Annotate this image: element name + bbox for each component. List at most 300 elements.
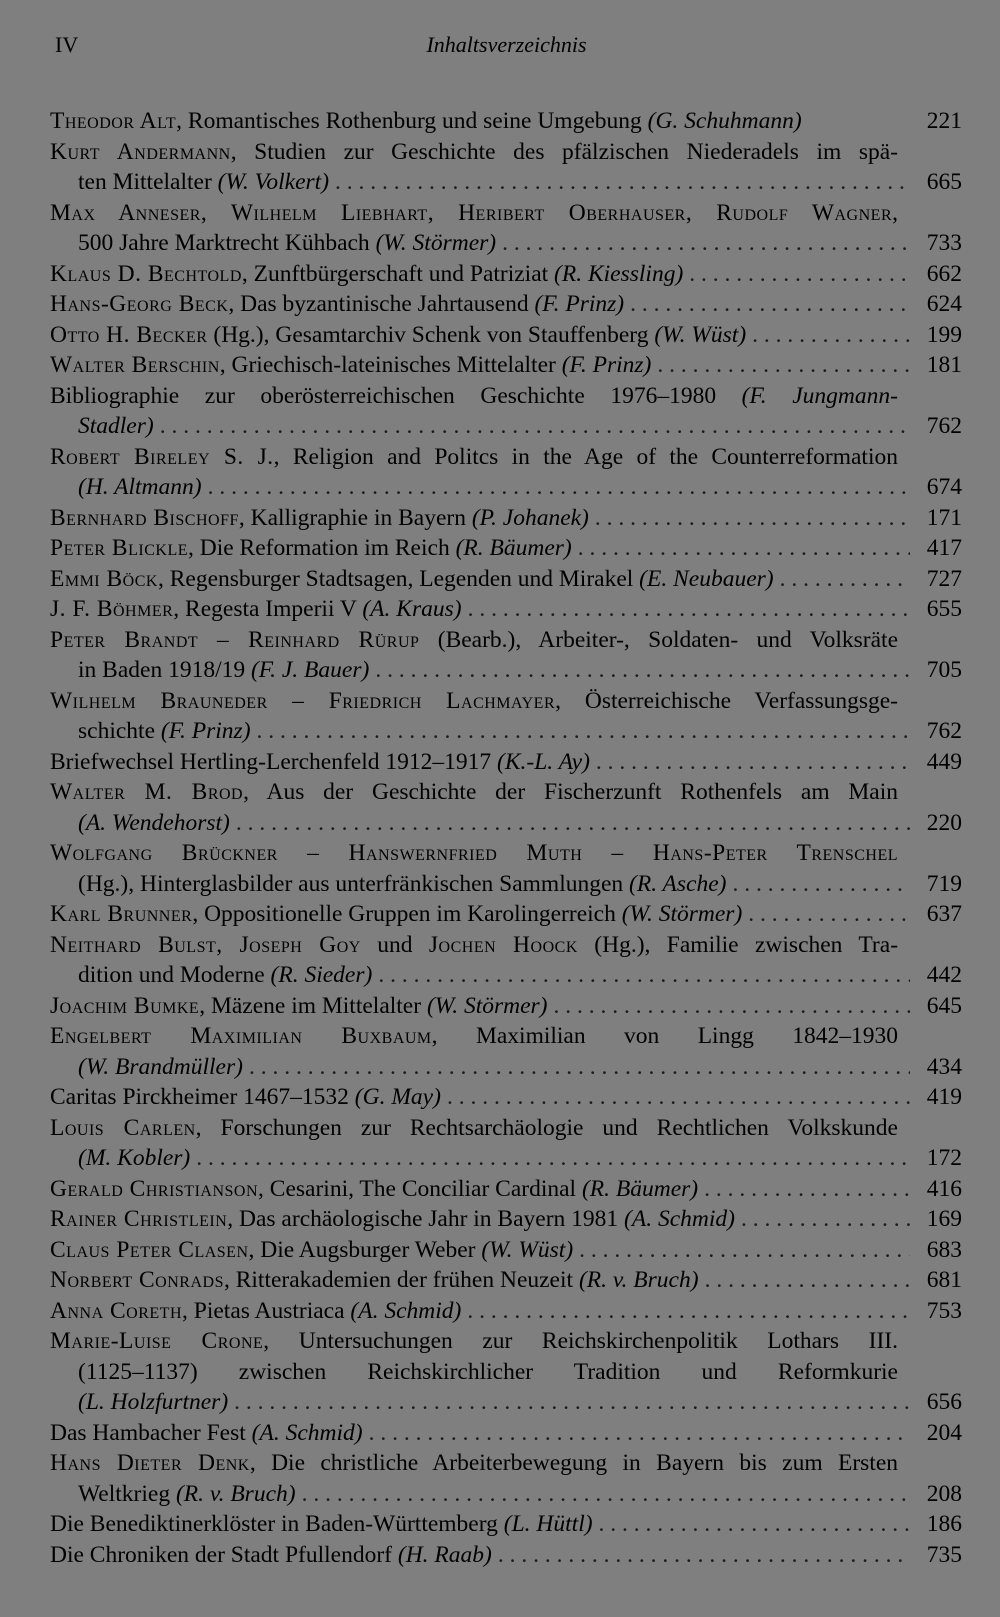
dot-leader [630, 289, 910, 320]
dot-leader [208, 472, 910, 503]
toc-entry [50, 533, 962, 564]
title-text: , Mäzene im Mittelalter [199, 992, 427, 1019]
toc-entry [50, 289, 962, 320]
page-ref: 727 [926, 565, 962, 592]
reviewer-name: (K.-L. Ay) [497, 748, 590, 775]
toc-entry-line [50, 960, 962, 991]
page-ref: 434 [926, 1053, 962, 1080]
page-ref: 181 [926, 352, 962, 378]
toc-entry [50, 259, 962, 290]
toc-entry [50, 777, 962, 838]
title-text: , Religion and Politcs in the Age of the Counterreformation [273, 443, 898, 470]
title-text: Caritas Pirckheimer 1467–1532 [50, 1084, 355, 1110]
toc-entry-text [50, 259, 683, 290]
page-ref: 204 [926, 1419, 962, 1446]
reviewer-name: (R. Bäumer) [455, 535, 572, 561]
dot-leader [596, 747, 910, 778]
author-name: Theodor Alt [50, 108, 177, 134]
page-ref: 220 [926, 809, 962, 836]
toc-entry-text [50, 1082, 441, 1113]
title-text: Die Benediktinerklöster in Baden-Württemberg [50, 1511, 504, 1537]
toc-entry-line [50, 1235, 962, 1266]
toc-entry-line [50, 1448, 962, 1479]
dot-leader [502, 228, 910, 259]
dot-leader [705, 1265, 910, 1296]
reviewer-name: (H. Altmann) [78, 474, 202, 500]
toc-entry-text [50, 1023, 898, 1049]
toc-entry-text [50, 383, 898, 409]
toc-entry [50, 686, 962, 747]
toc-entry [50, 1448, 962, 1509]
dot-leader [335, 167, 910, 198]
title-text: 500 Jahre Marktrecht Kühbach [78, 230, 376, 256]
toc-entry-line [50, 1418, 962, 1449]
toc-entry-text [50, 1450, 898, 1476]
toc-entry-text [50, 932, 898, 958]
reviewer-name: (W. Störmer) [621, 901, 743, 927]
toc-entry [50, 381, 962, 442]
title-text: in Baden 1918/19 [78, 657, 251, 683]
author-name: Gerald Christianson [50, 1175, 259, 1202]
toc-entry-text [50, 899, 742, 930]
dot-leader [780, 564, 910, 595]
toc-entry-text [50, 350, 651, 381]
reviewer-name: Stadler) [78, 413, 154, 439]
title-text: ten Mittelalter [78, 169, 218, 195]
dot-leader [196, 1143, 910, 1174]
author-name: Otto H. Becker [50, 321, 208, 348]
toc-entry-line [50, 533, 962, 564]
title-text: , Regesta Imperii V [173, 596, 363, 622]
title-text: Die Chroniken der Stadt Pfullendorf [50, 1541, 398, 1568]
page-ref: 705 [926, 657, 962, 683]
reviewer-name: (F. Prinz) [160, 718, 251, 744]
author-name: Joachim Bumke [50, 992, 200, 1019]
toc-entry [50, 564, 962, 595]
toc-entry-text [50, 627, 898, 653]
dot-leader [498, 1540, 910, 1571]
author-name: Kurt Andermann [50, 138, 231, 165]
author-name: Wilhelm Brauneder – Friedrich Lachmayer [50, 687, 556, 714]
toc-entry [50, 594, 962, 625]
toc-entry [50, 991, 962, 1022]
title-text: (Hg.), Hinterglasbilder aus unterfränkischen Sammlungen [78, 870, 630, 897]
toc-entry-line [50, 503, 962, 534]
reviewer-name: (L. Hüttl) [503, 1511, 593, 1537]
page-ref: 645 [926, 992, 962, 1019]
author-name: Max Anneser, Wilhelm Liebhart, Heribert Oberhauser, Rudolf Wagner [50, 199, 893, 226]
toc-entry-line [50, 686, 962, 717]
reviewer-name: (R. v. Bruch) [578, 1267, 699, 1293]
toc-entry-line [50, 442, 962, 473]
toc-entry-line [50, 381, 962, 412]
reviewer-name: (W. Störmer) [426, 992, 548, 1019]
page-ref: 656 [926, 1389, 962, 1415]
toc-entry-line [50, 320, 962, 351]
toc-entry [50, 1235, 962, 1266]
toc-entry-text [50, 1235, 573, 1266]
toc-entry-line [50, 777, 962, 808]
reviewer-name: (F. Jungmann- [741, 382, 898, 409]
toc-entry-line [50, 1326, 962, 1357]
toc-entry [50, 625, 962, 686]
reviewer-name: (R. Asche) [629, 870, 727, 897]
toc-entry-line [50, 472, 962, 503]
toc-entry-line [50, 350, 962, 381]
dot-leader [748, 899, 910, 930]
author-name: Walter Berschin [50, 352, 220, 378]
reviewer-name: (A. Schmid) [624, 1206, 735, 1232]
toc-entry-line [50, 625, 962, 656]
reviewer-name: (R. Kiessling) [554, 260, 684, 287]
dot-leader [257, 716, 910, 747]
page-ref: 762 [926, 718, 962, 744]
toc-entry-line [50, 1113, 962, 1144]
author-name: Peter Brandt – Reinhard Rürup [50, 626, 420, 653]
author-name: Marie-Luise Crone [50, 1328, 264, 1354]
dot-leader [657, 350, 910, 381]
dot-leader [160, 411, 910, 442]
page-ref: 208 [926, 1480, 962, 1507]
dot-leader [752, 320, 910, 351]
title-text: (1125–1137) zwischen Reichskirchlicher Tradition und Reformkurie [78, 1358, 898, 1385]
dot-leader [467, 1296, 910, 1327]
toc-entry [50, 137, 962, 198]
title-text: , Untersuchungen zur Reichskirchenpolitik Lothars III. [263, 1328, 899, 1354]
toc-entry-text [50, 533, 572, 564]
toc-entry-line [50, 228, 962, 259]
reviewer-name: (L. Holzfurtner) [78, 1389, 229, 1415]
dot-leader [599, 1509, 910, 1540]
toc-entry-text [50, 1296, 461, 1327]
toc-entry-line [50, 564, 962, 595]
toc-entry-line [50, 137, 962, 168]
page-ref: 172 [926, 1145, 962, 1171]
title-text: (Bearb.), Arbeiter-, Soldaten- und Volksräte [419, 626, 898, 653]
toc-entry-line [50, 869, 962, 900]
toc-entry-line [50, 198, 962, 229]
author-name: Claus Peter Clasen [50, 1236, 249, 1263]
page-ref: 442 [926, 962, 962, 988]
toc-entry-text [78, 228, 496, 259]
reviewer-name: (W. Brandmüller) [78, 1053, 243, 1080]
toc-entry [50, 899, 962, 930]
toc-entry-line [50, 930, 962, 961]
author-name: Jochen Hoock [428, 931, 578, 958]
toc-entry-line [50, 1479, 962, 1510]
toc-entry-text [78, 1052, 243, 1083]
page-ref: 171 [926, 504, 962, 531]
reviewer-name: (A. Wendehorst) [78, 809, 230, 836]
reviewer-name: (R. Bäumer) [581, 1175, 699, 1202]
toc-entry-text [50, 1509, 593, 1540]
author-name: Wolfgang Brückner – Hanswernfried Muth – Hans-Peter Trenschel [50, 840, 898, 866]
author-name: Emmi Böck [50, 565, 158, 592]
title-text: Das Hambacher Fest [50, 1419, 252, 1446]
reviewer-name: (W. Wüst) [481, 1236, 574, 1263]
toc-entry-text [50, 594, 462, 625]
toc-entry-line [50, 716, 962, 747]
toc-entry-line [50, 289, 962, 320]
toc-entry-text [50, 1418, 363, 1449]
toc-entry [50, 1204, 962, 1235]
toc-entry-line [50, 1204, 962, 1235]
dot-leader [236, 808, 910, 839]
dot-leader [302, 1479, 910, 1510]
page-ref: 637 [926, 901, 962, 927]
title-text: , Regensburger Stadtsagen, Legenden und Mirakel [157, 565, 640, 592]
dot-leader [579, 1235, 910, 1266]
title-text: , Zunftbürgerschaft und Patriziat [241, 260, 555, 287]
toc-entry-text [50, 1540, 492, 1571]
toc-entry-text [50, 200, 898, 226]
toc-entry-line [50, 1021, 962, 1052]
toc-entry-line [50, 1265, 962, 1296]
toc-entry-text [50, 688, 898, 714]
title-text: , Romantisches Rothenburg und seine Umgebung [176, 108, 648, 134]
toc-entry-line [50, 747, 962, 778]
author-name: Louis Carlen [50, 1114, 196, 1141]
title-text: (Hg.), Familie zwischen Tra- [577, 931, 899, 958]
toc-entry-text [50, 503, 589, 534]
page-ref: 762 [926, 413, 962, 439]
toc-entry-text [78, 869, 726, 900]
toc-entry [50, 747, 962, 778]
reviewer-name: (R. v. Bruch) [175, 1480, 296, 1507]
page-header [55, 32, 958, 68]
toc-entry [50, 503, 962, 534]
toc-entry-text [50, 444, 898, 470]
toc-entry-line [50, 1052, 962, 1083]
dot-leader [369, 1418, 910, 1449]
title-text: , Die Reformation im Reich [188, 535, 456, 561]
author-name: Norbert Conrads [50, 1267, 224, 1293]
title-text: , Österreichische Verfassungsge- [555, 687, 898, 714]
toc-entry-text [78, 716, 251, 747]
toc-entry-line [50, 991, 962, 1022]
toc-entry [50, 442, 962, 503]
toc-entry-text [78, 1359, 898, 1385]
title-text: , Die Augsburger Weber [248, 1236, 482, 1263]
dot-leader [732, 869, 910, 900]
reviewer-name: (F. J. Bauer) [250, 657, 370, 683]
author-name: Engelbert Maximilian Buxbaum [50, 1023, 432, 1049]
toc-entry-line [50, 1357, 962, 1388]
reviewer-name: (P. Johanek) [471, 504, 589, 531]
toc-entry-text [50, 106, 802, 137]
author-name: J. F. Böhmer [50, 596, 174, 622]
page-ref: 681 [926, 1267, 962, 1293]
author-name: Hans Dieter Denk [50, 1450, 250, 1476]
toc-entry-line [50, 1296, 962, 1327]
toc-entry [50, 198, 962, 259]
toc-entry-text [78, 655, 369, 686]
reviewer-name: (W. Volkert) [217, 169, 330, 195]
toc-entry [50, 1326, 962, 1418]
table-of-contents [50, 106, 962, 1570]
toc-entry [50, 350, 962, 381]
toc-entry [50, 1418, 962, 1449]
dot-leader [378, 960, 910, 991]
author-name: Karl Brunner [50, 901, 193, 927]
author-name: Hans-Georg Beck [50, 291, 229, 317]
reviewer-name: (A. Kraus) [362, 596, 462, 622]
page-ref: 665 [926, 169, 962, 195]
toc-entry-text [50, 289, 624, 320]
title-text: , Oppositionelle Gruppen im Karolingerreich [192, 901, 622, 927]
dot-leader [741, 1204, 910, 1235]
toc-entry-text [50, 320, 746, 351]
toc-entry-line [50, 1143, 962, 1174]
dot-leader [689, 259, 910, 290]
page-ref: 221 [926, 108, 962, 134]
toc-entry-line [50, 259, 962, 290]
toc-entry-text [78, 1479, 296, 1510]
author-name: Bernhard Bischoff [50, 504, 239, 531]
toc-entry-line [50, 1082, 962, 1113]
dot-leader [578, 533, 910, 564]
reviewer-name: (W. Störmer) [375, 230, 497, 256]
toc-entry [50, 1174, 962, 1205]
reviewer-name: (M. Kobler) [78, 1145, 191, 1171]
toc-entry-line [50, 655, 962, 686]
toc-entry-line [50, 838, 962, 869]
page-ref: 169 [926, 1206, 962, 1232]
page-ref: 417 [926, 535, 962, 561]
toc-entry-text [78, 808, 230, 839]
author-name: Anna Coreth [50, 1297, 183, 1324]
toc-entry-text [50, 1265, 699, 1296]
page-ref: 674 [926, 474, 962, 500]
toc-entry-line [50, 411, 962, 442]
toc-entry-line [50, 1387, 962, 1418]
dot-leader [468, 594, 910, 625]
toc-entry-text [78, 167, 329, 198]
toc-entry [50, 1509, 962, 1540]
toc-entry-line [50, 594, 962, 625]
reviewer-name: (A. Schmid) [350, 1297, 462, 1324]
author-name: Peter Blickle [50, 535, 188, 561]
title-text: , Das byzantinische Jahrtausend [228, 291, 535, 317]
reviewer-name: (G. Schuhmann) [647, 108, 802, 134]
dot-leader [249, 1052, 910, 1083]
title-text: dition und Moderne [78, 962, 271, 988]
toc-entry-text [78, 1143, 190, 1174]
title-text: , Ritterakademien der frühen Neuzeit [223, 1267, 579, 1293]
title-text: Weltkrieg [78, 1480, 176, 1507]
toc-entry-line [50, 808, 962, 839]
toc-entry [50, 930, 962, 991]
title-text: (Hg.), Gesamtarchiv Schenk von Stauffenberg [207, 321, 655, 348]
title-text: schichte [78, 718, 161, 744]
toc-entry-text [50, 779, 898, 805]
page-ref: 753 [926, 1297, 962, 1324]
toc-entry [50, 1082, 962, 1113]
toc-entry-line [50, 1174, 962, 1205]
title-text: , Studien zur Geschichte des pfälzischen Niederadels im spä- [230, 138, 898, 165]
toc-entry-text [50, 991, 548, 1022]
title-text: , Kalligraphie in Bayern [238, 504, 472, 531]
title-text: Briefwechsel Hertling-Lerchenfeld 1912–1917 [50, 748, 497, 775]
page-ref: 719 [926, 870, 962, 897]
toc-entry [50, 838, 962, 899]
toc-entry-line [50, 1540, 962, 1571]
toc-entry-text [78, 1387, 228, 1418]
toc-entry [50, 106, 962, 137]
dot-leader [234, 1387, 910, 1418]
toc-entry [50, 320, 962, 351]
title-text: , Das archäologische Jahr in Bayern 1981 [227, 1206, 625, 1232]
page-ref: 199 [926, 321, 962, 348]
title-text: , Forschungen zur Rechtsarchäologie und Rechtlichen Volkskunde [195, 1114, 898, 1141]
toc-entry-text [50, 1204, 735, 1235]
toc-entry-line [50, 899, 962, 930]
title-text: Bibliographie zur oberösterreichischen Geschichte 1976–1980 [50, 382, 742, 409]
title-text: , Griechisch-lateinisches Mittelalter [219, 352, 562, 378]
toc-entry-text [50, 564, 774, 595]
reviewer-name: (R. Sieder) [270, 962, 373, 988]
toc-entry-text [50, 139, 898, 165]
toc-entry-text [78, 472, 202, 503]
reviewer-name: (A. Schmid) [251, 1419, 363, 1446]
toc-entry-line [50, 1509, 962, 1540]
page-ref: 624 [926, 291, 962, 317]
toc-entry-text [78, 411, 154, 442]
toc-entry [50, 1265, 962, 1296]
toc-entry [50, 1021, 962, 1082]
reviewer-name: (F. Prinz) [534, 291, 625, 317]
toc-entry-line [50, 106, 962, 137]
page-ref: 416 [926, 1175, 962, 1202]
toc-entry-text [50, 1174, 698, 1205]
page-ref: 419 [926, 1084, 962, 1110]
author-name: Walter M. Brod [50, 779, 244, 805]
title-text: , Cesarini, The Conciliar Cardinal [258, 1175, 582, 1202]
reviewer-name: (H. Raab) [397, 1541, 492, 1568]
toc-entry-text [50, 840, 898, 866]
page-ref: 683 [926, 1236, 962, 1263]
toc-entry-text [50, 747, 590, 778]
author-name: Klaus D. Bechtold [50, 260, 242, 287]
author-name: Rainer Christlein [50, 1206, 228, 1232]
page-ref: 655 [926, 596, 962, 622]
title-text: , Maximilian von Lingg 1842–1930 [431, 1023, 898, 1049]
dot-leader [704, 1174, 910, 1205]
page-ref: 186 [926, 1511, 962, 1537]
toc-entry-text [50, 1115, 898, 1141]
page-ref: 449 [926, 748, 962, 775]
dot-leader [375, 655, 910, 686]
toc-entry [50, 1113, 962, 1174]
dot-leader [595, 503, 910, 534]
title-text: , Die christliche Arbeiterbewegung in Bayern bis zum Ersten [249, 1450, 899, 1476]
page-number: IV [55, 32, 79, 57]
page-ref: 733 [926, 230, 962, 256]
toc-entry [50, 1540, 962, 1571]
reviewer-name: (G. May) [354, 1084, 441, 1110]
toc-entry-text [78, 960, 372, 991]
page-ref: 735 [926, 1541, 962, 1568]
dot-leader [554, 991, 911, 1022]
dot-leader [447, 1082, 910, 1113]
author-name: Neithard Bulst, Joseph Goy [50, 931, 361, 958]
title-text: , Aus der Geschichte der Fischerzunft Rothenfels am Main [243, 779, 899, 805]
toc-entry-line [50, 167, 962, 198]
toc-entry-text [50, 1328, 898, 1354]
title-text: , Pietas Austriaca [182, 1297, 351, 1324]
author-name: Robert Bireley S. J. [50, 443, 274, 470]
reviewer-name: (F. Prinz) [561, 352, 652, 378]
